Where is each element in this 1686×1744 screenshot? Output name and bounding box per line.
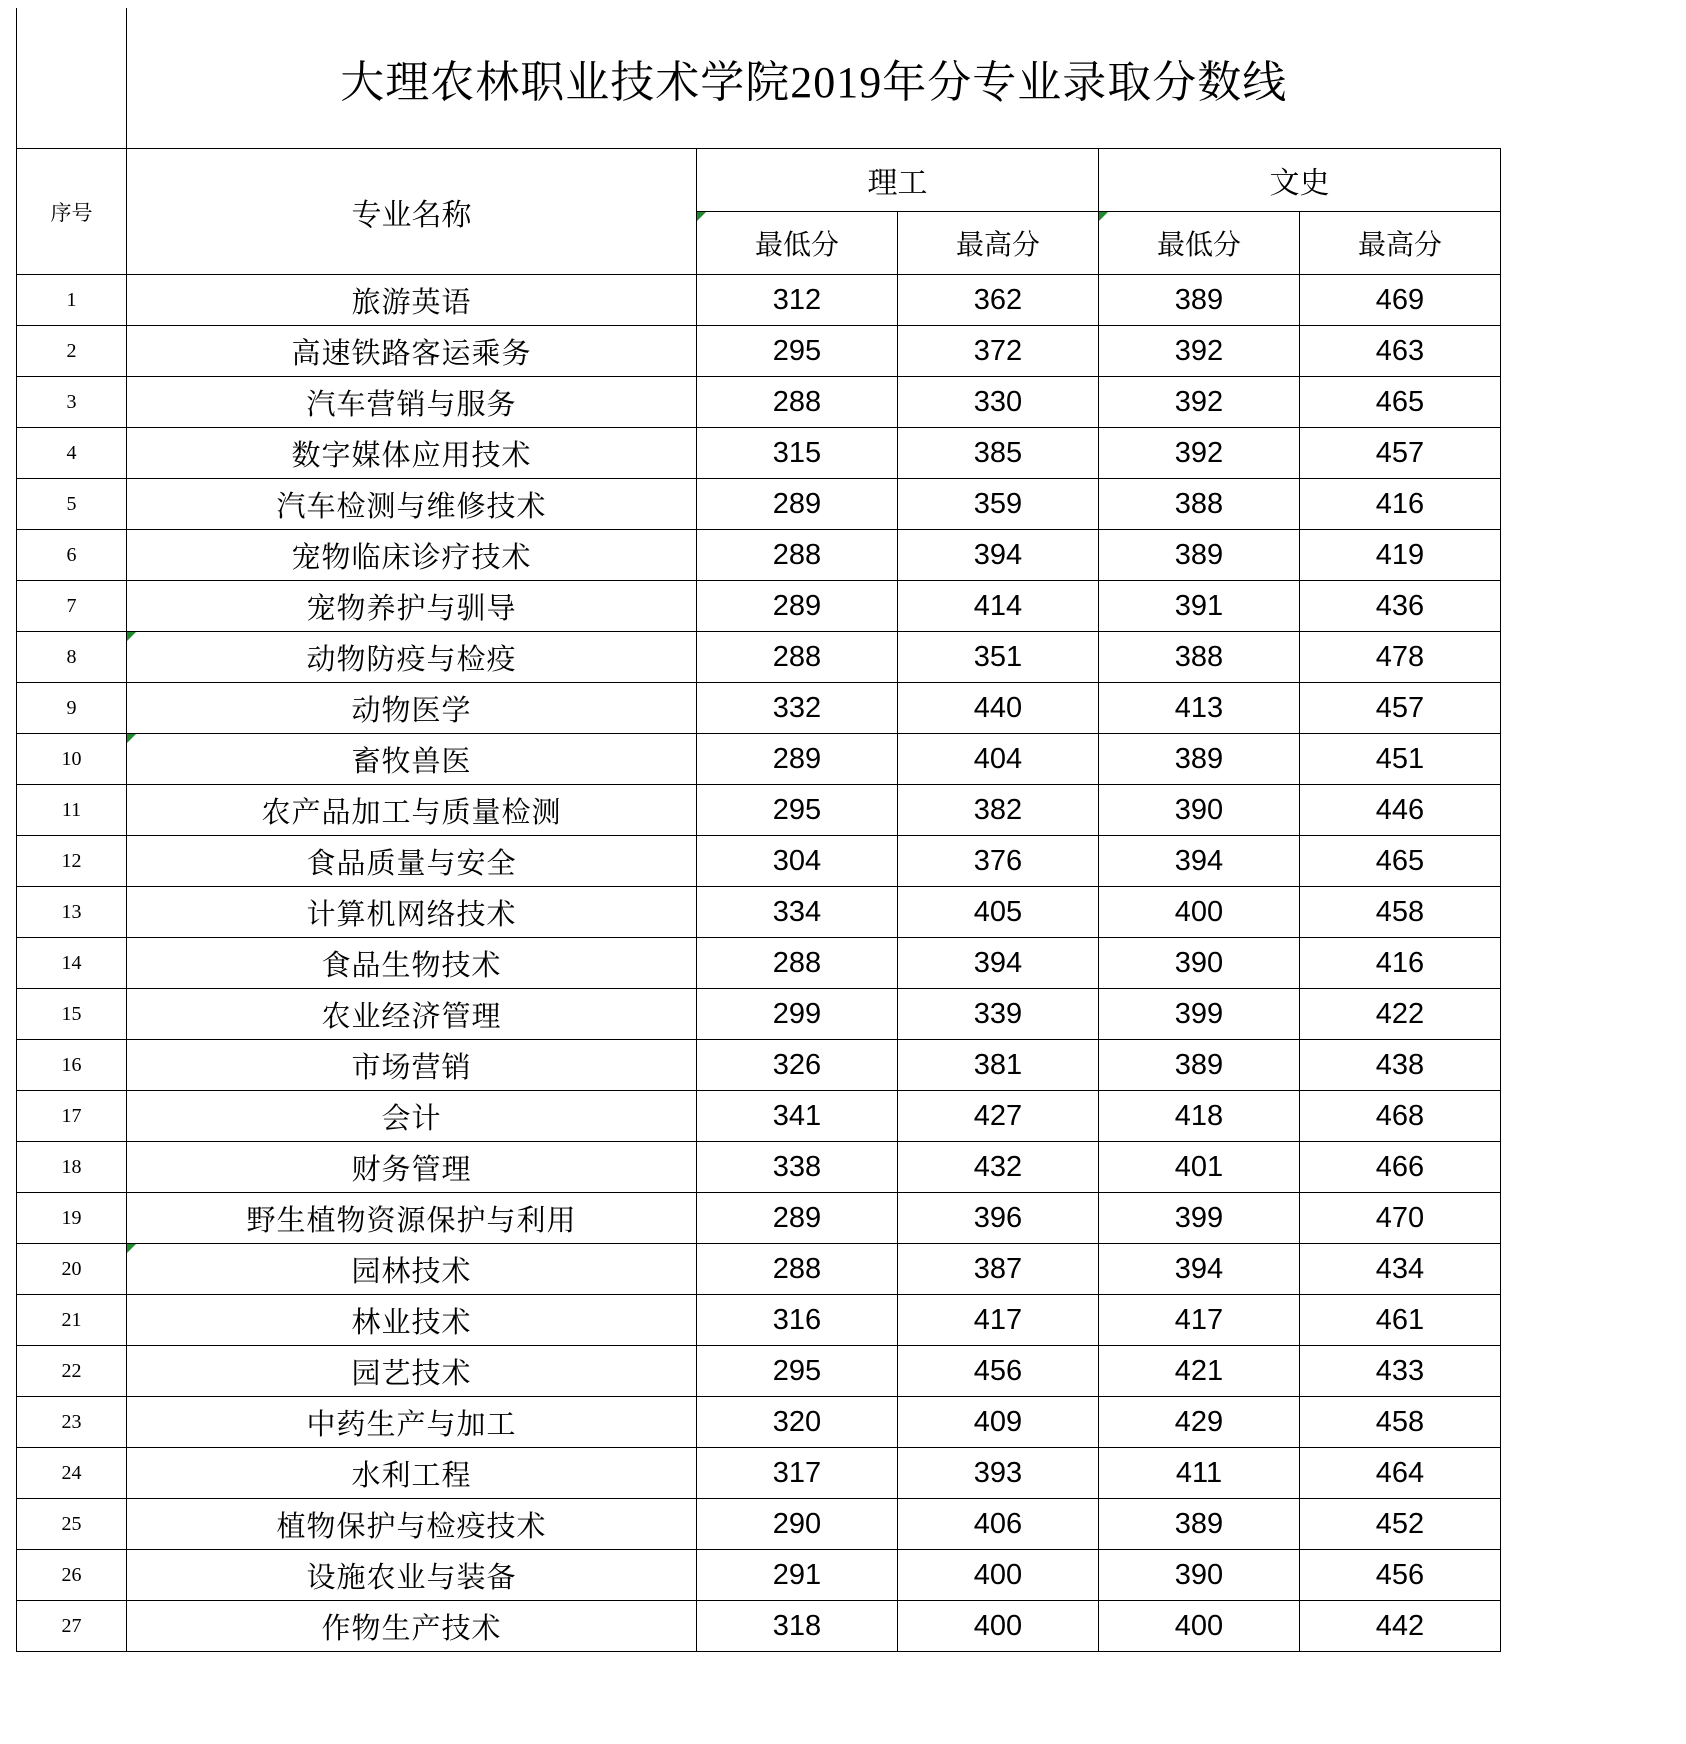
cell-arts-min: 413 <box>1099 683 1300 734</box>
table-row <box>17 530 1501 581</box>
cell-science-max: 414 <box>898 581 1099 632</box>
score-table <box>16 8 1501 1652</box>
cell-science-max: 376 <box>898 836 1099 887</box>
cell-arts-min: 411 <box>1099 1448 1300 1499</box>
cell-science-max: 417 <box>898 1295 1099 1346</box>
table-row <box>17 1397 1501 1448</box>
table-row <box>17 1142 1501 1193</box>
cell-index: 3 <box>17 377 127 428</box>
cell-major-name: 高速铁路客运乘务 <box>127 326 697 377</box>
header-group-arts: 文史 <box>1099 149 1501 212</box>
cell-major-name: 园艺技术 <box>127 1346 697 1397</box>
cell-science-max: 427 <box>898 1091 1099 1142</box>
cell-major-name: 动物医学 <box>127 683 697 734</box>
table-row <box>17 1193 1501 1244</box>
cell-arts-max: 438 <box>1300 1040 1501 1091</box>
cell-index: 5 <box>17 479 127 530</box>
cell-science-min: 288 <box>697 377 898 428</box>
cell-index: 6 <box>17 530 127 581</box>
cell-major-name: 水利工程 <box>127 1448 697 1499</box>
cell-arts-max: 416 <box>1300 938 1501 989</box>
header-science-min: 最低分 <box>697 212 898 275</box>
cell-science-min: 289 <box>697 581 898 632</box>
cell-arts-min: 390 <box>1099 1550 1300 1601</box>
cell-major-name: 园林技术 <box>127 1244 697 1295</box>
table-header <box>17 8 1501 275</box>
cell-major-name: 作物生产技术 <box>127 1601 697 1652</box>
cell-arts-max: 468 <box>1300 1091 1501 1142</box>
cell-science-max: 400 <box>898 1550 1099 1601</box>
cell-index: 9 <box>17 683 127 734</box>
cell-science-max: 394 <box>898 938 1099 989</box>
cell-index: 8 <box>17 632 127 683</box>
cell-arts-max: 464 <box>1300 1448 1501 1499</box>
cell-science-min: 320 <box>697 1397 898 1448</box>
table-row <box>17 1499 1501 1550</box>
cell-science-min: 289 <box>697 1193 898 1244</box>
cell-arts-min: 421 <box>1099 1346 1300 1397</box>
cell-arts-min: 400 <box>1099 1601 1300 1652</box>
table-row <box>17 377 1501 428</box>
cell-arts-min: 418 <box>1099 1091 1300 1142</box>
cell-science-min: 290 <box>697 1499 898 1550</box>
cell-arts-max: 458 <box>1300 1397 1501 1448</box>
cell-arts-max: 461 <box>1300 1295 1501 1346</box>
table-row <box>17 734 1501 785</box>
cell-index: 27 <box>17 1601 127 1652</box>
header-index: 序号 <box>17 149 127 275</box>
table-row <box>17 989 1501 1040</box>
cell-major-name: 农产品加工与质量检测 <box>127 785 697 836</box>
table-row <box>17 479 1501 530</box>
cell-arts-max: 458 <box>1300 887 1501 938</box>
cell-arts-min: 392 <box>1099 377 1300 428</box>
cell-arts-min: 390 <box>1099 938 1300 989</box>
cell-science-min: 289 <box>697 734 898 785</box>
cell-arts-max: 446 <box>1300 785 1501 836</box>
table-row <box>17 1091 1501 1142</box>
cell-science-max: 381 <box>898 1040 1099 1091</box>
cell-arts-min: 394 <box>1099 1244 1300 1295</box>
cell-arts-min: 389 <box>1099 530 1300 581</box>
cell-science-max: 382 <box>898 785 1099 836</box>
cell-arts-max: 463 <box>1300 326 1501 377</box>
cell-arts-min: 399 <box>1099 989 1300 1040</box>
cell-science-min: 338 <box>697 1142 898 1193</box>
cell-science-max: 351 <box>898 632 1099 683</box>
cell-arts-min: 392 <box>1099 428 1300 479</box>
table-row <box>17 836 1501 887</box>
cell-major-name: 农业经济管理 <box>127 989 697 1040</box>
cell-index: 10 <box>17 734 127 785</box>
cell-index: 20 <box>17 1244 127 1295</box>
cell-index: 21 <box>17 1295 127 1346</box>
cell-science-max: 372 <box>898 326 1099 377</box>
cell-science-min: 334 <box>697 887 898 938</box>
table-row <box>17 683 1501 734</box>
cell-major-name: 设施农业与装备 <box>127 1550 697 1601</box>
cell-science-min: 289 <box>697 479 898 530</box>
cell-index: 12 <box>17 836 127 887</box>
cell-arts-max: 436 <box>1300 581 1501 632</box>
cell-science-max: 394 <box>898 530 1099 581</box>
header-science-max: 最高分 <box>898 212 1099 275</box>
cell-arts-max: 457 <box>1300 428 1501 479</box>
cell-arts-max: 416 <box>1300 479 1501 530</box>
table-row <box>17 1601 1501 1652</box>
table-row <box>17 1448 1501 1499</box>
cell-science-max: 396 <box>898 1193 1099 1244</box>
cell-arts-min: 389 <box>1099 275 1300 326</box>
title-stub-cell <box>17 8 127 149</box>
table-row <box>17 632 1501 683</box>
cell-major-name: 宠物养护与驯导 <box>127 581 697 632</box>
table-row <box>17 275 1501 326</box>
table-row <box>17 1244 1501 1295</box>
cell-science-min: 316 <box>697 1295 898 1346</box>
cell-science-max: 330 <box>898 377 1099 428</box>
cell-major-name: 食品质量与安全 <box>127 836 697 887</box>
cell-science-max: 393 <box>898 1448 1099 1499</box>
cell-arts-max: 466 <box>1300 1142 1501 1193</box>
cell-index: 1 <box>17 275 127 326</box>
cell-science-min: 291 <box>697 1550 898 1601</box>
cell-science-min: 332 <box>697 683 898 734</box>
cell-arts-max: 456 <box>1300 1550 1501 1601</box>
cell-arts-max: 451 <box>1300 734 1501 785</box>
cell-major-name: 中药生产与加工 <box>127 1397 697 1448</box>
header-major: 专业名称 <box>127 149 697 275</box>
cell-index: 24 <box>17 1448 127 1499</box>
cell-arts-min: 391 <box>1099 581 1300 632</box>
cell-arts-min: 429 <box>1099 1397 1300 1448</box>
cell-science-min: 318 <box>697 1601 898 1652</box>
cell-science-min: 288 <box>697 632 898 683</box>
header-arts-max: 最高分 <box>1300 212 1501 275</box>
cell-science-max: 359 <box>898 479 1099 530</box>
cell-major-name: 计算机网络技术 <box>127 887 697 938</box>
cell-science-min: 288 <box>697 530 898 581</box>
cell-arts-max: 457 <box>1300 683 1501 734</box>
cell-major-name: 市场营销 <box>127 1040 697 1091</box>
cell-arts-min: 390 <box>1099 785 1300 836</box>
cell-index: 23 <box>17 1397 127 1448</box>
cell-science-min: 304 <box>697 836 898 887</box>
cell-science-max: 362 <box>898 275 1099 326</box>
cell-arts-min: 388 <box>1099 632 1300 683</box>
table-body <box>17 275 1501 1652</box>
cell-arts-min: 401 <box>1099 1142 1300 1193</box>
cell-arts-min: 388 <box>1099 479 1300 530</box>
header-group-science: 理工 <box>697 149 1099 212</box>
cell-arts-max: 419 <box>1300 530 1501 581</box>
cell-science-min: 288 <box>697 1244 898 1295</box>
cell-science-max: 400 <box>898 1601 1099 1652</box>
cell-index: 22 <box>17 1346 127 1397</box>
cell-science-max: 406 <box>898 1499 1099 1550</box>
table-row <box>17 938 1501 989</box>
cell-index: 17 <box>17 1091 127 1142</box>
cell-arts-max: 422 <box>1300 989 1501 1040</box>
cell-science-max: 432 <box>898 1142 1099 1193</box>
cell-science-max: 409 <box>898 1397 1099 1448</box>
table-row <box>17 1550 1501 1601</box>
cell-arts-min: 417 <box>1099 1295 1300 1346</box>
cell-science-min: 295 <box>697 326 898 377</box>
cell-index: 26 <box>17 1550 127 1601</box>
cell-major-name: 汽车营销与服务 <box>127 377 697 428</box>
cell-science-max: 404 <box>898 734 1099 785</box>
table-row <box>17 887 1501 938</box>
cell-arts-max: 478 <box>1300 632 1501 683</box>
cell-science-min: 326 <box>697 1040 898 1091</box>
cell-major-name: 动物防疫与检疫 <box>127 632 697 683</box>
cell-science-min: 299 <box>697 989 898 1040</box>
cell-science-min: 295 <box>697 1346 898 1397</box>
cell-major-name: 宠物临床诊疗技术 <box>127 530 697 581</box>
cell-science-max: 339 <box>898 989 1099 1040</box>
cell-science-min: 295 <box>697 785 898 836</box>
cell-arts-max: 469 <box>1300 275 1501 326</box>
table-row <box>17 581 1501 632</box>
cell-arts-min: 392 <box>1099 326 1300 377</box>
cell-science-min: 312 <box>697 275 898 326</box>
cell-index: 18 <box>17 1142 127 1193</box>
cell-arts-max: 442 <box>1300 1601 1501 1652</box>
cell-arts-min: 389 <box>1099 1499 1300 1550</box>
cell-science-max: 456 <box>898 1346 1099 1397</box>
page-title: 大理农林职业技术学院2019年分专业录取分数线 <box>127 8 1501 149</box>
cell-arts-min: 394 <box>1099 836 1300 887</box>
cell-major-name: 植物保护与检疫技术 <box>127 1499 697 1550</box>
table-row <box>17 428 1501 479</box>
cell-major-name: 数字媒体应用技术 <box>127 428 697 479</box>
cell-arts-max: 452 <box>1300 1499 1501 1550</box>
cell-major-name: 食品生物技术 <box>127 938 697 989</box>
header-arts-min: 最低分 <box>1099 212 1300 275</box>
cell-arts-max: 433 <box>1300 1346 1501 1397</box>
cell-index: 4 <box>17 428 127 479</box>
cell-index: 25 <box>17 1499 127 1550</box>
cell-major-name: 林业技术 <box>127 1295 697 1346</box>
cell-major-name: 旅游英语 <box>127 275 697 326</box>
cell-arts-min: 399 <box>1099 1193 1300 1244</box>
cell-arts-min: 400 <box>1099 887 1300 938</box>
header-row-group <box>17 149 1501 212</box>
cell-index: 13 <box>17 887 127 938</box>
cell-major-name: 会计 <box>127 1091 697 1142</box>
cell-science-max: 385 <box>898 428 1099 479</box>
cell-index: 2 <box>17 326 127 377</box>
spreadsheet-sheet <box>0 8 1686 1744</box>
table-row <box>17 1346 1501 1397</box>
cell-arts-max: 465 <box>1300 836 1501 887</box>
cell-index: 15 <box>17 989 127 1040</box>
cell-major-name: 财务管理 <box>127 1142 697 1193</box>
cell-science-min: 317 <box>697 1448 898 1499</box>
cell-index: 19 <box>17 1193 127 1244</box>
cell-arts-max: 465 <box>1300 377 1501 428</box>
cell-science-max: 440 <box>898 683 1099 734</box>
cell-science-min: 341 <box>697 1091 898 1142</box>
cell-science-min: 315 <box>697 428 898 479</box>
cell-arts-min: 389 <box>1099 1040 1300 1091</box>
cell-arts-min: 389 <box>1099 734 1300 785</box>
cell-arts-max: 434 <box>1300 1244 1501 1295</box>
table-row <box>17 1040 1501 1091</box>
title-row <box>17 8 1501 149</box>
cell-major-name: 野生植物资源保护与利用 <box>127 1193 697 1244</box>
cell-major-name: 畜牧兽医 <box>127 734 697 785</box>
cell-index: 14 <box>17 938 127 989</box>
cell-major-name: 汽车检测与维修技术 <box>127 479 697 530</box>
cell-science-max: 387 <box>898 1244 1099 1295</box>
table-row <box>17 1295 1501 1346</box>
table-row <box>17 326 1501 377</box>
cell-arts-max: 470 <box>1300 1193 1501 1244</box>
table-row <box>17 785 1501 836</box>
cell-science-max: 405 <box>898 887 1099 938</box>
cell-science-min: 288 <box>697 938 898 989</box>
cell-index: 16 <box>17 1040 127 1091</box>
cell-index: 11 <box>17 785 127 836</box>
cell-index: 7 <box>17 581 127 632</box>
